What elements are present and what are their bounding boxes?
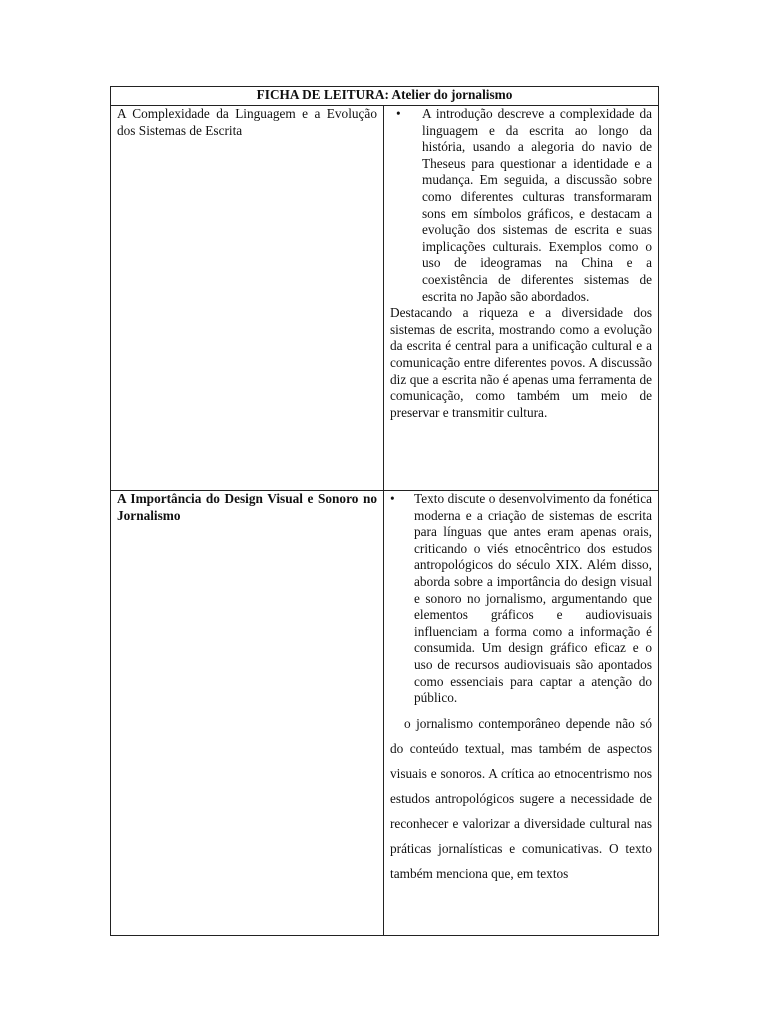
table-row bbox=[111, 491, 659, 936]
list-item bbox=[390, 491, 652, 707]
table-title: FICHA DE LEITURA: Atelier do jornalismo bbox=[111, 87, 659, 106]
bullet-icon: • bbox=[396, 106, 401, 121]
summary-cell bbox=[384, 106, 659, 491]
reading-sheet-table bbox=[110, 86, 659, 936]
topic-heading: A Complexidade da Linguagem e a Evolução dos Sistemas de Escrita bbox=[111, 106, 384, 491]
list-item bbox=[390, 106, 652, 305]
bullet-text: A introdução descreve a complexidade da linguagem e da escrita ao longo da história, usando a alegoria do navio de Theseus para questionar a identidade e a mudança. Em seguida, a discussão sobre como diferentes culturas transformaram sons em símbolos gráficos, e destacam a evolução dos sistemas de escrita e suas implicações culturais. Exemplos como o uso de ideogramas na China e a coexistência de diferentes sistemas de escrita no Japão são abordados. bbox=[422, 106, 653, 304]
summary-paragraph: Destacando a riqueza e a diversidade dos sistemas de escrita, mostrando como a evolução da escrita é central para a unificação cultural e a comunicação entre diferentes povos. A discussão diz que a escrita não é apenas uma ferramenta de comunicação, como também um meio de preservar e transmitir cultura. bbox=[390, 305, 653, 420]
bullet-icon: • bbox=[390, 491, 395, 506]
summary-cell bbox=[384, 491, 659, 936]
bullet-text: Texto discute o desenvolvimento da fonética moderna e a criação de sistemas de escrita para línguas que antes eram apenas orais, criticando o viés etnocêntrico dos estudos antropológicos do século XIX. Além disso, aborda sobre a importância do design visual e sonoro no jornalismo, argumentando que elementos gráficos e audiovisuais influenciam a forma como a informação é consumida. Um design gráfico eficaz e o uso de recursos audiovisuais são apontados como essenciais para captar a atenção do público. bbox=[414, 491, 653, 706]
topic-heading: A Importância do Design Visual e Sonoro no Jornalismo bbox=[111, 491, 384, 936]
table-row bbox=[111, 106, 659, 491]
summary-paragraph: o jornalismo contemporâneo depende não só do conteúdo textual, mas também de aspectos visuais e sonoros. A crítica ao etnocentrismo nos estudos antropológicos sugere a necessidade de reconhecer e valorizar a diversidade cultural nas práticas jornalísticas e comunicativas. O texto também menciona que, em textos bbox=[390, 715, 653, 882]
